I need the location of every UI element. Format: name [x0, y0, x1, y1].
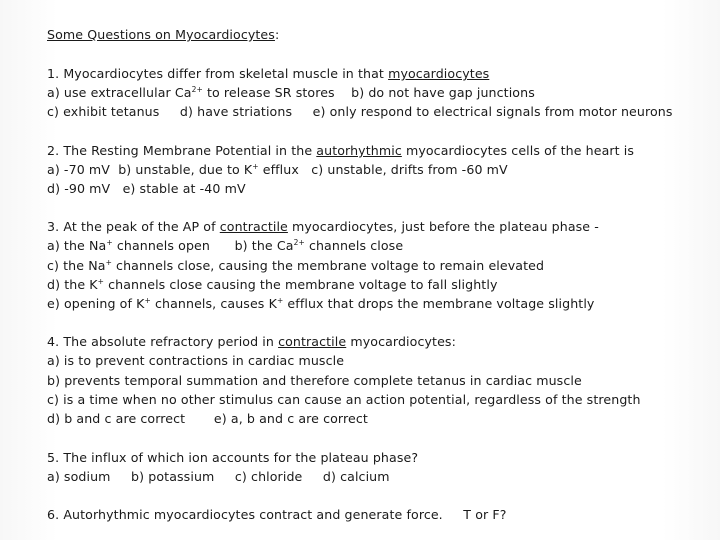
q3-stem-text: 3. At the peak of the AP of [47, 219, 220, 234]
q2-stem-rest: myocardiocytes cells of the heart is [401, 143, 635, 158]
q2-underlined-term: autorhythmic [316, 143, 402, 158]
q3-superscript-e2: + [276, 296, 284, 305]
q3-superscript-c: + [105, 258, 112, 267]
q1-underlined-term: myocardiocytes [388, 66, 490, 81]
q1-options-ab [47, 85, 535, 101]
q3-option-b-rest: channels close [304, 238, 404, 253]
q3-superscript-2: 2+ [293, 238, 305, 247]
q1-stem-text: 1. Myocardiocytes differ from skeletal muscle in that [47, 66, 389, 81]
q3-stem [47, 219, 599, 235]
title-colon: : [274, 27, 280, 42]
q4-stem-rest: myocardiocytes: [346, 334, 456, 349]
q4-option-a: a) is to prevent contractions in cardiac muscle [47, 353, 345, 368]
q1-option-a-text: a) use extracellular Ca [47, 85, 192, 100]
q2-superscript: + [252, 162, 259, 171]
q4-options-de: d) b and c are correct e) a, b and c are correct [47, 411, 368, 426]
q4-stem [47, 334, 456, 350]
q3-underlined-term: contractile [219, 219, 288, 234]
q4-stem-text: 4. The absolute refractory period in [47, 334, 279, 349]
q3-superscript-d: + [97, 277, 105, 286]
slide-title [47, 27, 279, 43]
q2-option-bc-rest: efflux c) unstable, drifts from -60 mV [258, 162, 508, 177]
q3-option-e-rest: efflux that drops the membrane voltage slightly [283, 296, 595, 311]
q3-option-c-text: c) the Na [47, 258, 106, 273]
q1-options-cde: c) exhibit tetanus d) have striations e) only respond to electrical signals from motor neurons [47, 104, 673, 119]
title-text: Some Questions on Myocardiocytes [47, 27, 275, 42]
q2-options-de: d) -90 mV e) stable at -40 mV [47, 181, 246, 196]
q3-option-d-rest: channels close causing the membrane voltage to fall slightly [104, 277, 498, 292]
q6-stem: 6. Autorhythmic myocardiocytes contract and generate force. T or F? [47, 507, 507, 522]
q1-stem [47, 66, 489, 82]
q3-superscript-1: + [106, 238, 113, 247]
q3-option-b-text: channels open b) the Ca [112, 238, 294, 253]
q3-option-c-rest: channels close, causing the membrane voltage to remain elevated [111, 258, 545, 273]
q5-stem: 5. The influx of which ion accounts for the plateau phase? [47, 450, 419, 465]
q3-option-a-text: a) the Na [47, 238, 107, 253]
q2-stem [47, 143, 634, 159]
q3-option-d [47, 277, 498, 293]
q2-options-abc [47, 162, 508, 178]
q4-underlined-term: contractile [278, 334, 347, 349]
q1-option-ab-rest: to release SR stores b) do not have gap junctions [202, 85, 535, 100]
q4-option-c: c) is a time when no other stimulus can cause an action potential, regardless of the strength [47, 392, 641, 407]
q4-option-b: b) prevents temporal summation and therefore complete tetanus in cardiac muscle [47, 373, 582, 388]
q3-option-d-text: d) the K [47, 277, 98, 292]
q2-stem-text: 2. The Resting Membrane Potential in the [47, 143, 317, 158]
q3-stem-rest: myocardiocytes, just before the plateau phase - [287, 219, 599, 234]
q3-superscript-e1: + [144, 296, 151, 305]
q2-option-ab-text: a) -70 mV b) unstable, due to K [47, 162, 253, 177]
q3-option-e-text: e) opening of K [47, 296, 145, 311]
q3-option-c [47, 258, 544, 274]
q3-options-ab [47, 238, 403, 254]
q3-option-e [47, 296, 594, 312]
q3-option-e-mid: channels, causes K [150, 296, 277, 311]
q5-options: a) sodium b) potassium c) chloride d) calcium [47, 469, 390, 484]
q1-superscript: 2+ [191, 85, 203, 94]
